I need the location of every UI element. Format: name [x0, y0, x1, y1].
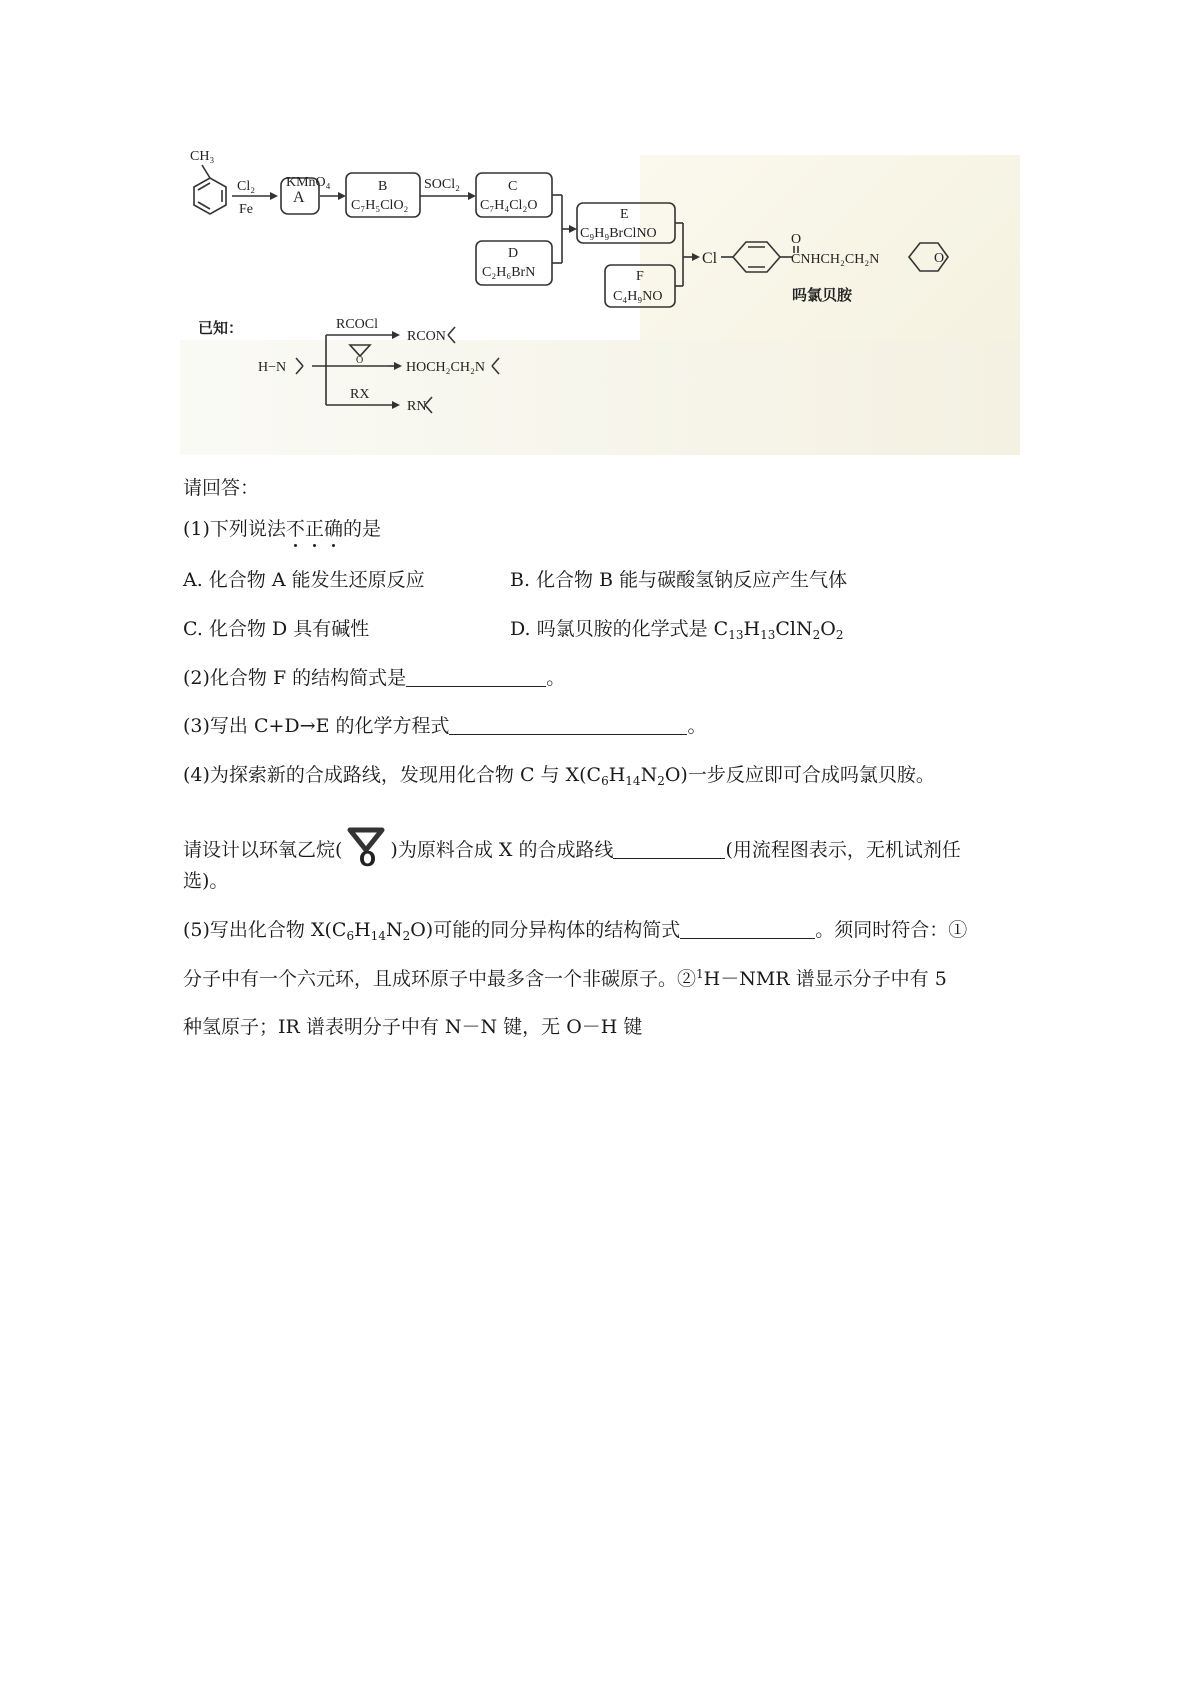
known-product-2: HOCH₂CH₂N — [406, 360, 485, 375]
known-product-3: RN — [407, 399, 427, 414]
label-a: A — [293, 189, 305, 206]
reagent-socl2: SOCl₂ — [424, 177, 461, 192]
label-b: B — [378, 179, 388, 194]
known-product-1: RCON — [407, 329, 446, 344]
svg-text:O: O — [359, 847, 377, 870]
known-reagent-1: RCOCl — [336, 317, 379, 332]
option-b: B. 化合物 B 能与碳酸氢钠反应产生气体 — [510, 569, 848, 591]
methyl-label: CH₃ — [190, 149, 215, 164]
known-label: 已知： — [198, 319, 244, 337]
question-5b: 分子中有一个六元环，且成环原子中最多含一个非碳原子。②$^1$H－NMR 谱显示分子中有 5 — [183, 967, 947, 990]
label-d: D — [508, 246, 519, 261]
product-ring-o: O — [934, 251, 945, 266]
answer-blank[interactable] — [449, 714, 687, 735]
emphasis-char: 正 — [304, 518, 324, 540]
formula-c: C₇H₄Cl₂O — [480, 198, 538, 213]
formula-b: C₇H₅ClO₂ — [351, 198, 409, 213]
reaction-diagram — [180, 145, 1020, 455]
formula-d: C₂H₆BrN — [482, 265, 536, 280]
option-a: A. 化合物 A 能发生还原反应 — [183, 569, 425, 591]
question-5c: 种氢原子；IR 谱表明分子中有 N－N 键，无 O－H 键 — [183, 1016, 643, 1038]
question-4c: 选)。 — [183, 870, 229, 892]
formula-f: C₄H₉NO — [613, 289, 663, 304]
product-name: 吗氯贝胺 — [792, 286, 853, 304]
product-carbonyl-o: O — [791, 232, 802, 247]
known-reagent-3: RX — [350, 387, 370, 402]
option-d: D. 吗氯贝胺的化学式是 $C_{13}H_{13}ClN_2O_2$ — [510, 618, 844, 642]
question-4: (4)为探索新的合成路线，发现用化合物 C 与 $X(C_6H_{14}N_2O)$一步反应即可合成吗氯贝胺。 — [183, 764, 935, 788]
answer-intro: 请回答： — [183, 477, 260, 499]
question-3: (3)写出 C+D→E 的化学方程式 。 — [183, 715, 707, 737]
reagent-kmno4: KMnO₄ — [286, 175, 331, 190]
known-reactant: H−N — [258, 360, 287, 375]
known-epoxide-o: O — [356, 355, 364, 366]
epoxide-icon — [344, 826, 388, 870]
emphasis-char: 不 — [285, 518, 305, 540]
answer-blank[interactable] — [680, 918, 815, 939]
option-c: C. 化合物 D 具有碱性 — [183, 618, 370, 640]
reagent-cl2: Cl₂ — [237, 179, 256, 194]
emphasis-char: 确 — [323, 518, 343, 540]
answer-blank[interactable] — [406, 666, 546, 687]
answer-blank[interactable] — [613, 838, 725, 859]
question-5: (5)写出化合物 $X(C_6H_{14}N_2O)$可能的同分异构体的结构简式 。须同时符合：① — [183, 919, 968, 943]
question-2: (2)化合物 F 的结构简式是 。 — [183, 667, 566, 689]
moclobemide-structure — [702, 232, 948, 272]
label-f: F — [636, 269, 644, 284]
label-c: C — [508, 179, 518, 194]
reagent-fe: Fe — [239, 202, 253, 217]
question-1: (1)下列说法不正确的是 — [183, 518, 381, 540]
product-cl-label: Cl — [702, 250, 718, 267]
question-4b: 请设计以环氧乙烷( O )为原料合成 X 的合成路线 (用流程图表示，无机试剂任 — [183, 826, 961, 870]
product-chain-label: CNHCH₂CH₂N — [791, 252, 880, 267]
formula-e: C₉H₉BrClNO — [580, 226, 657, 241]
synthesis-scheme — [180, 145, 1020, 455]
toluene-structure — [190, 149, 226, 214]
label-e: E — [620, 207, 629, 222]
